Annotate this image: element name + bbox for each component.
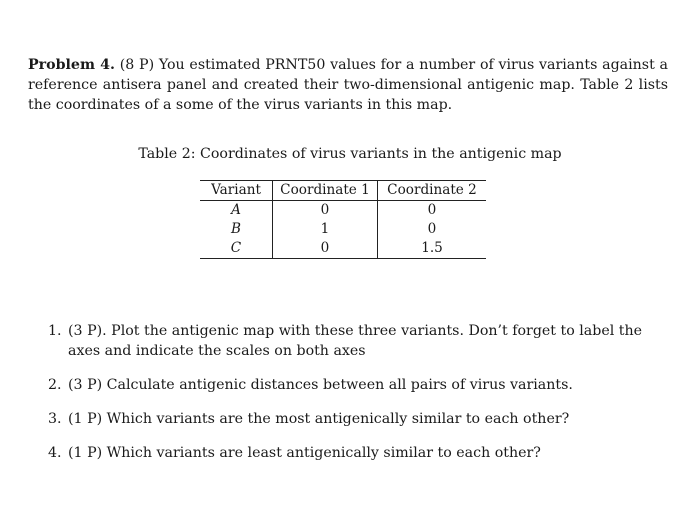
cell-variant: B xyxy=(200,220,273,239)
question-number: 1. xyxy=(48,323,62,339)
problem-text: (8 P) You estimated PRNT50 values for a number of virus variants against a reference antisera panel and created their two-dimensional antigenic map. Table 2 lists the coordinates of a some of the virus variants in this map. xyxy=(28,57,668,113)
question-number: 4. xyxy=(48,445,62,461)
question-item xyxy=(0,321,668,361)
header-coordinate-2: Coordinate 2 xyxy=(387,182,477,198)
cell-coordinate-2: 0 xyxy=(427,202,437,218)
table-row xyxy=(200,239,486,259)
table-caption: Table 2: Coordinates of virus variants in the antigenic map xyxy=(138,146,562,162)
header-coordinate-1: Coordinate 1 xyxy=(273,181,378,201)
question-text: (1 P) Which variants are least antigenically similar to each other? xyxy=(68,445,541,461)
question-text: (3 P) Calculate antigenic distances between all pairs of virus variants. xyxy=(68,377,573,393)
problem-statement xyxy=(28,55,668,115)
header-variant: Variant xyxy=(200,181,273,201)
question-item xyxy=(0,375,668,395)
cell-variant: C xyxy=(200,239,273,259)
question-item xyxy=(0,443,668,463)
question-item xyxy=(0,409,668,429)
problem-title: Problem 4. xyxy=(28,57,115,73)
cell-coordinate-1: 1 xyxy=(273,220,378,239)
question-text: (3 P). Plot the antigenic map with these three variants. Don’t forget to label the axes and indicate the scales on both axes xyxy=(68,323,643,359)
table-header-row xyxy=(200,181,486,201)
question-text: (1 P) Which variants are the most antigenically similar to each other? xyxy=(68,411,570,427)
cell-coordinate-1: 0 xyxy=(273,239,378,259)
question-number: 2. xyxy=(48,377,62,393)
coordinates-table xyxy=(200,180,486,259)
cell-coordinate-2: 1.5 xyxy=(421,240,443,256)
cell-coordinate-2: 0 xyxy=(427,221,437,237)
question-number: 3. xyxy=(48,411,62,427)
table-row xyxy=(200,220,486,239)
question-list xyxy=(0,321,700,477)
cell-coordinate-1: 0 xyxy=(273,201,378,221)
table-row xyxy=(200,201,486,221)
cell-variant: A xyxy=(200,201,273,221)
